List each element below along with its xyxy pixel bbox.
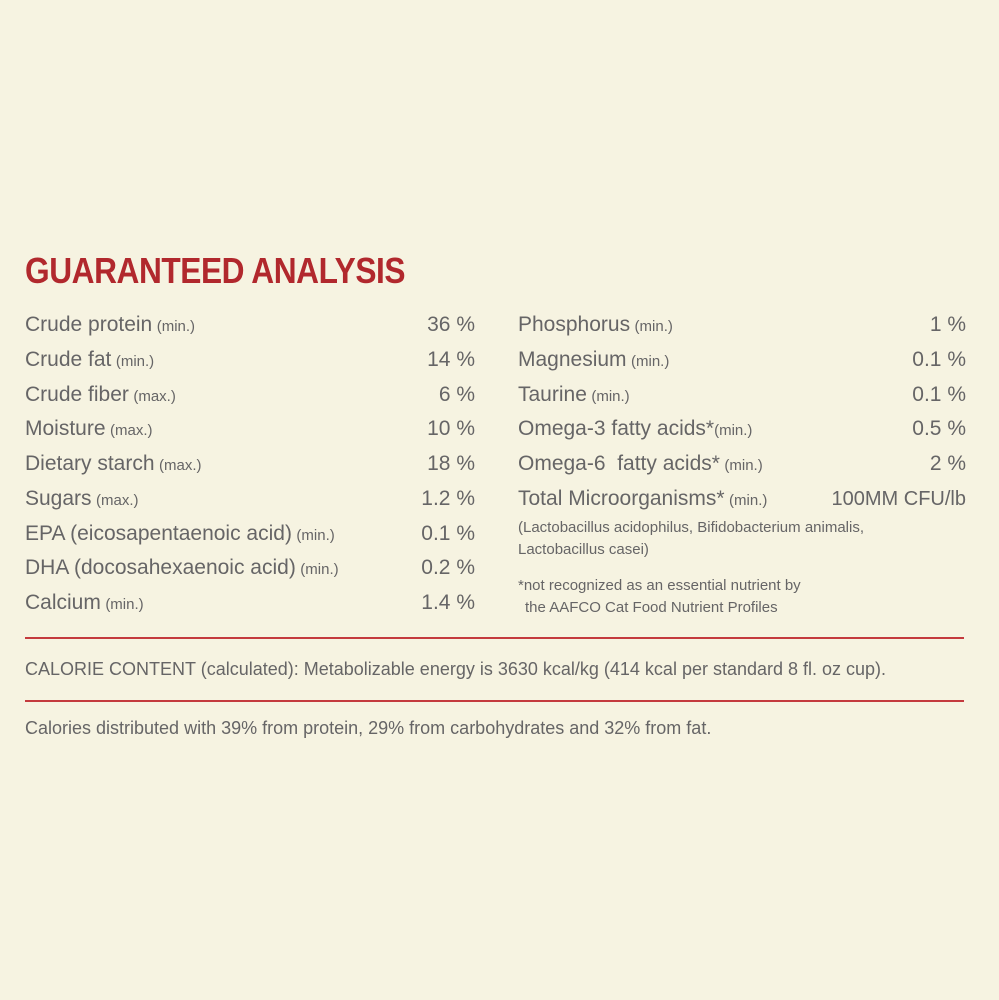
- nutrient-name: Crude protein: [25, 313, 153, 336]
- nutrient-value: 0.2 %: [421, 556, 475, 580]
- analysis-row: [25, 343, 475, 378]
- nutrient-value: 2 %: [929, 452, 966, 475]
- nutrient-value: 100MM CFU/lb: [831, 487, 966, 510]
- nutrient-qualifier: (min.): [105, 596, 144, 613]
- nutrient-name: Crude fat: [25, 347, 112, 371]
- analysis-row: [25, 482, 475, 517]
- footnote-line: the AAFCO Cat Food Nutrient Profiles: [525, 598, 778, 616]
- analysis-row: [25, 308, 475, 343]
- divider: [25, 637, 964, 639]
- nutrient-value: 18 %: [427, 452, 475, 475]
- page-title: GUARANTEED ANALYSIS: [25, 250, 406, 291]
- nutrient-value: 1 %: [929, 313, 966, 336]
- nutrient-name: DHA (docosahexaenoic acid): [25, 556, 296, 580]
- analysis-row: [25, 551, 475, 586]
- analysis-row: [25, 586, 475, 621]
- nutrient-value: 1.2 %: [421, 486, 475, 510]
- calorie-distribution: Calories distributed with 39% from protein, 29% from carbohydrates and 32% from fat.: [25, 718, 712, 738]
- footnote: [518, 575, 966, 619]
- right-analysis-column: [518, 308, 966, 619]
- nutrient-value: 0.5 %: [912, 417, 966, 441]
- analysis-row: [518, 343, 966, 378]
- nutrient-qualifier: (max.): [96, 491, 139, 509]
- nutrient-name: Omega-3 fatty acids*: [518, 417, 715, 441]
- nutrient-name: Phosphorus: [518, 313, 631, 336]
- nutrient-qualifier: (min.): [156, 318, 196, 335]
- nutrient-qualifier: (max.): [133, 387, 176, 405]
- nutrient-value: 1.4 %: [421, 591, 475, 614]
- nutrient-name: Moisture: [25, 417, 106, 441]
- analysis-row: [25, 412, 475, 447]
- analysis-row: [518, 482, 966, 517]
- nutrient-name: Taurine: [518, 382, 587, 406]
- nutrient-name: Total Microorganisms*: [518, 486, 725, 510]
- nutrient-value: 10 %: [427, 417, 475, 441]
- analysis-row: [518, 378, 966, 413]
- nutrient-name: Dietary starch: [25, 452, 155, 475]
- analysis-row: [518, 447, 966, 482]
- nutrient-name: Crude fiber: [25, 382, 129, 406]
- left-analysis-column: [25, 308, 475, 621]
- calorie-content: CALORIE CONTENT (calculated): Metabolizable energy is 3630 kcal/kg (414 kcal per standard 8 fl. oz cup).: [25, 659, 887, 679]
- nutrient-name: Omega-6 fatty acids*: [518, 452, 720, 475]
- nutrient-qualifier: (max.): [159, 457, 202, 474]
- nutrient-name: Sugars: [25, 486, 92, 510]
- nutrient-name: Magnesium: [518, 347, 627, 371]
- nutrient-qualifier: (min.): [591, 387, 630, 405]
- footnote-line: *not recognized as an essential nutrient by: [518, 576, 801, 594]
- nutrient-qualifier: (min.): [300, 561, 339, 579]
- nutrient-qualifier: (min.): [729, 491, 768, 509]
- nutrient-qualifier: (min.): [714, 422, 753, 440]
- nutrient-value: 6 %: [438, 382, 475, 406]
- divider: [25, 700, 964, 702]
- nutrient-name: Calcium: [25, 591, 101, 614]
- analysis-row: [25, 447, 475, 482]
- nutrient-value: 0.1 %: [912, 347, 966, 371]
- nutrient-qualifier: (min.): [634, 318, 673, 335]
- nutrient-qualifier: (min.): [115, 352, 155, 370]
- nutrient-value: 14 %: [427, 347, 475, 371]
- nutrient-qualifier: (min.): [724, 457, 763, 474]
- nutrient-qualifier: (min.): [296, 526, 335, 544]
- nutrient-qualifier: (min.): [631, 352, 670, 370]
- microorganisms-detail-line: Lactobacillus casei): [518, 540, 649, 558]
- nutrient-value: 0.1 %: [421, 521, 475, 545]
- analysis-row: [518, 308, 966, 343]
- nutrient-name: EPA (eicosapentaenoic acid): [25, 521, 292, 545]
- nutrient-value: 36 %: [427, 313, 475, 336]
- nutrient-value: 0.1 %: [912, 382, 966, 406]
- analysis-row: [25, 517, 475, 552]
- analysis-row: [25, 378, 475, 413]
- microorganisms-detail-line: (Lactobacillus acidophilus, Bifidobacterium animalis,: [518, 518, 865, 536]
- nutrient-qualifier: (max.): [109, 422, 153, 440]
- analysis-row: [518, 412, 966, 447]
